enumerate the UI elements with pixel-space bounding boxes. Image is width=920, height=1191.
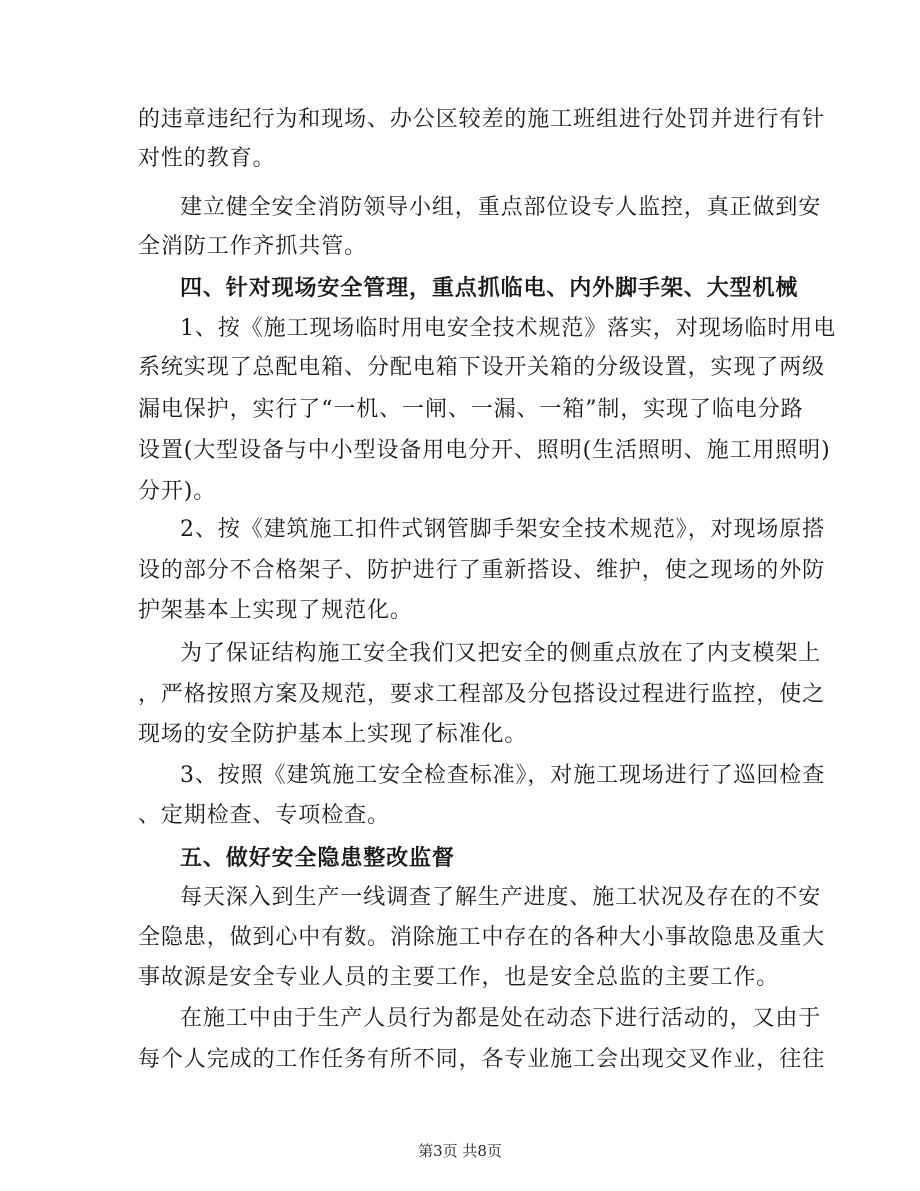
text-line: 1、按《施工现场临时用电安全技术规范》落实，对现场临时用电: [180, 316, 837, 341]
text-line: 建立健全安全消防领导小组，重点部位设专人监控，真正做到安: [180, 195, 822, 220]
text-line: 设的部分不合格架子、防护进行了重新搭设、维护，使之现场的外防: [138, 558, 826, 583]
text-line: 每个人完成的工作任务有所不同，各专业施工会出现交叉作业，往往: [138, 1047, 826, 1072]
text-line: 系统实现了总配电箱、分配电箱下设开关箱的分级设置，实现了两级: [138, 355, 826, 380]
text-line: 事故源是安全专业人员的主要工作，也是安全总监的主要工作。: [138, 965, 780, 990]
text-line: 分开)。: [138, 479, 217, 504]
text-line: 漏电保护，实行了“一机、一闸、一漏、一箱”制，实现了临电分路: [138, 397, 804, 422]
text-line: 2、按《建筑施工扣件式钢管脚手架安全技术规范》，对现场原搭: [180, 517, 826, 542]
section-heading: 五、做好安全隐患整改监督: [180, 845, 455, 871]
text-line: 设置(大型设备与中小型设备用电分开、照明(生活照明、施工用照明): [138, 438, 831, 463]
text-line: 护架基本上实现了规范化。: [138, 598, 413, 623]
section-heading: 四、针对现场安全管理，重点抓临电、内外脚手架、大型机械: [180, 275, 799, 301]
page-number: 第3页 共8页: [418, 1142, 502, 1160]
text-line: 、定期检查、专项检查。: [138, 803, 390, 828]
text-line: 在施工中由于生产人员行为都是处在动态下进行活动的，又由于: [180, 1006, 822, 1031]
text-line: ，严格按照方案及规范，要求工程部及分包搭设过程进行监控，使之: [138, 682, 826, 707]
text-line: 全消防工作齐抓共管。: [138, 234, 368, 259]
text-line: 每天深入到生产一线调查了解生产进度、施工状况及存在的不安: [180, 885, 822, 910]
text-line: 的违章违纪行为和现场、办公区较差的施工班组进行处罚并进行有针: [138, 107, 826, 132]
text-line: 现场的安全防护基本上实现了标准化。: [138, 722, 528, 747]
text-line: 对性的教育。: [138, 146, 276, 171]
text-line: 为了保证结构施工安全我们又把安全的侧重点放在了内支模架上: [180, 641, 822, 666]
text-line: 3、按照《建筑施工安全检查标准》，对施工现场进行了巡回检查: [180, 763, 826, 788]
text-line: 全隐患，做到心中有数。消除施工中存在的各种大小事故隐患及重大: [138, 925, 826, 950]
